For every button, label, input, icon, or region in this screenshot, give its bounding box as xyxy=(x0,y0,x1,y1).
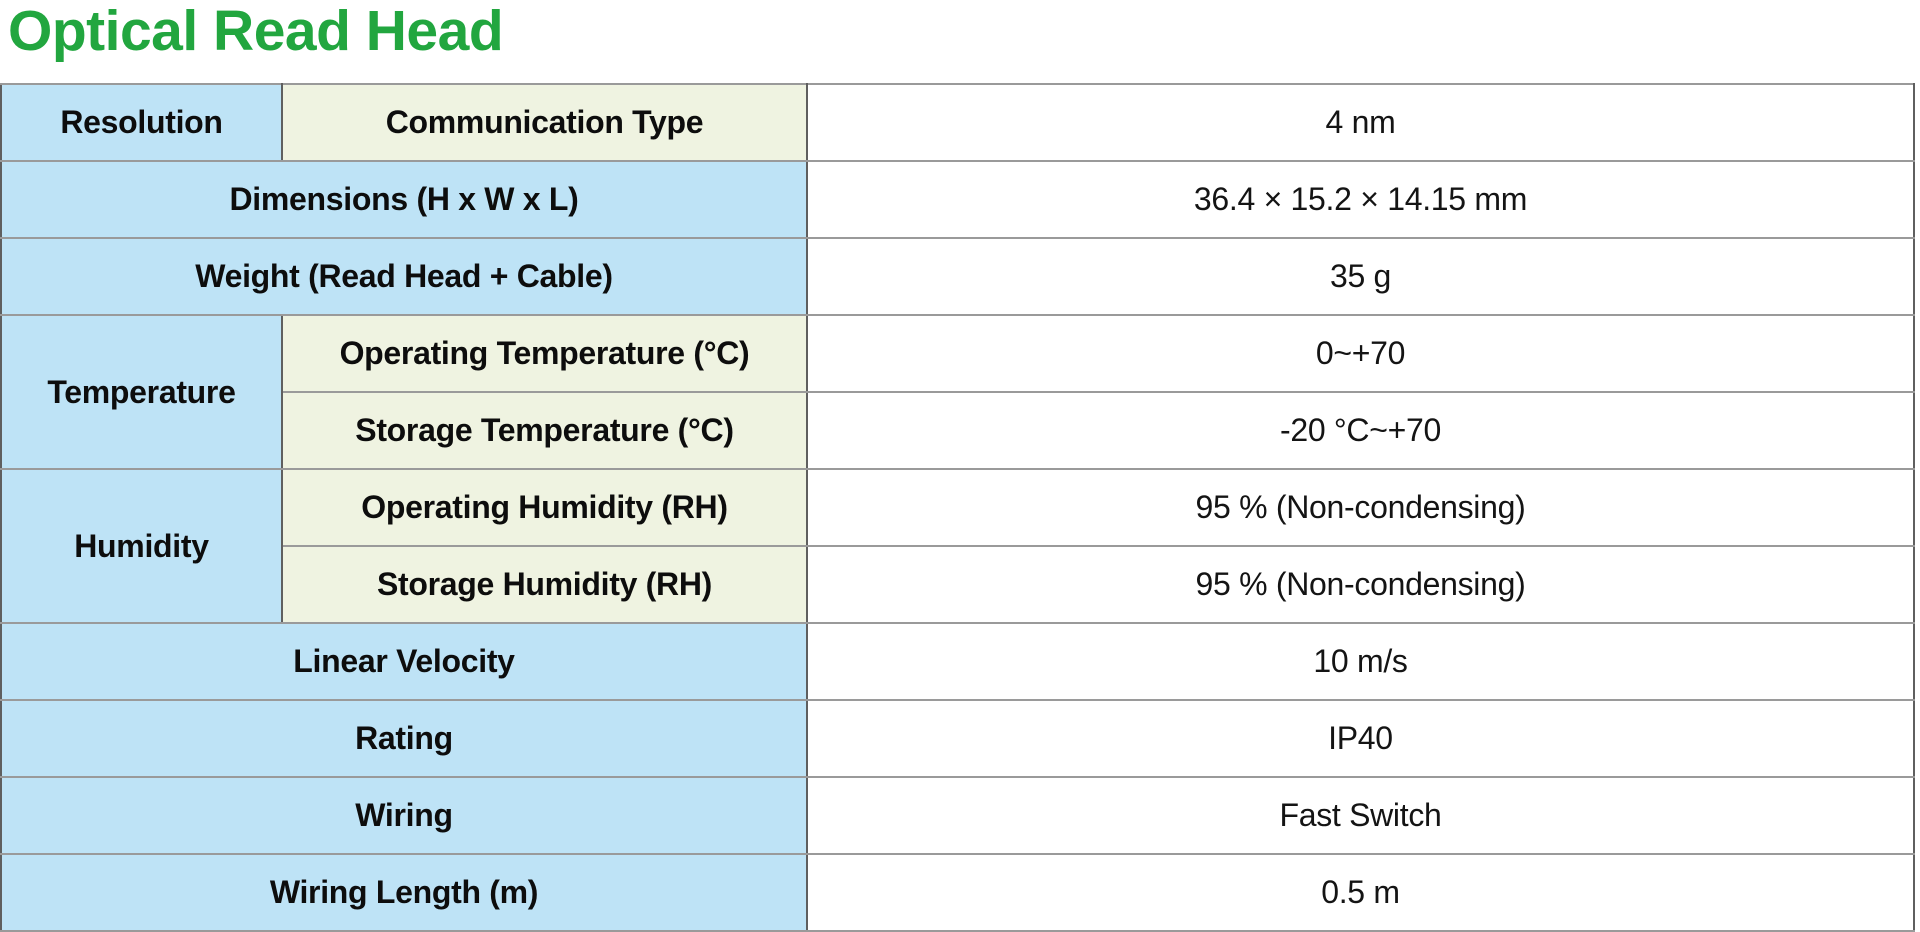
row-header-rating: Rating xyxy=(1,700,807,777)
table-row-linear-velocity xyxy=(1,623,1914,700)
row-header-linear-velocity: Linear Velocity xyxy=(1,623,807,700)
table-row-wiring xyxy=(1,777,1914,854)
row-subheader-operating-temperature: Operating Temperature (°C) xyxy=(282,315,807,392)
row-header-resolution: Resolution xyxy=(1,84,282,161)
table-row-storage-humidity xyxy=(1,546,1914,623)
table-row-operating-humidity xyxy=(1,469,1914,546)
table-row-wiring-length xyxy=(1,854,1914,931)
table-row-operating-temperature xyxy=(1,315,1914,392)
row-value-operating-humidity: 95 % (Non-condensing) xyxy=(807,469,1914,546)
row-group-humidity: Humidity xyxy=(1,469,282,623)
row-value-dimensions: 36.4 × 15.2 × 14.15 mm xyxy=(807,161,1914,238)
table-row-weight xyxy=(1,238,1914,315)
row-value-wiring-length: 0.5 m xyxy=(807,854,1914,931)
row-header-wiring-length: Wiring Length (m) xyxy=(1,854,807,931)
page-title: Optical Read Head xyxy=(8,0,504,63)
row-subheader-communication-type: Communication Type xyxy=(282,84,807,161)
table-row-dimensions xyxy=(1,161,1914,238)
row-subheader-storage-humidity: Storage Humidity (RH) xyxy=(282,546,807,623)
row-group-temperature: Temperature xyxy=(1,315,282,469)
row-value-operating-temperature: 0~+70 xyxy=(807,315,1914,392)
row-subheader-storage-temperature: Storage Temperature (°C) xyxy=(282,392,807,469)
row-value-storage-humidity: 95 % (Non-condensing) xyxy=(807,546,1914,623)
spec-table xyxy=(0,83,1915,932)
row-value-storage-temperature: -20 °C~+70 xyxy=(807,392,1914,469)
table-row-rating xyxy=(1,700,1914,777)
table-row-storage-temperature xyxy=(1,392,1914,469)
row-value-wiring: Fast Switch xyxy=(807,777,1914,854)
row-header-weight: Weight (Read Head + Cable) xyxy=(1,238,807,315)
row-value-resolution: 4 nm xyxy=(807,84,1914,161)
row-value-weight: 35 g xyxy=(807,238,1914,315)
row-subheader-operating-humidity: Operating Humidity (RH) xyxy=(282,469,807,546)
row-value-linear-velocity: 10 m/s xyxy=(807,623,1914,700)
row-header-wiring: Wiring xyxy=(1,777,807,854)
row-value-rating: IP40 xyxy=(807,700,1914,777)
table-row-resolution xyxy=(1,84,1914,161)
row-header-dimensions: Dimensions (H x W x L) xyxy=(1,161,807,238)
